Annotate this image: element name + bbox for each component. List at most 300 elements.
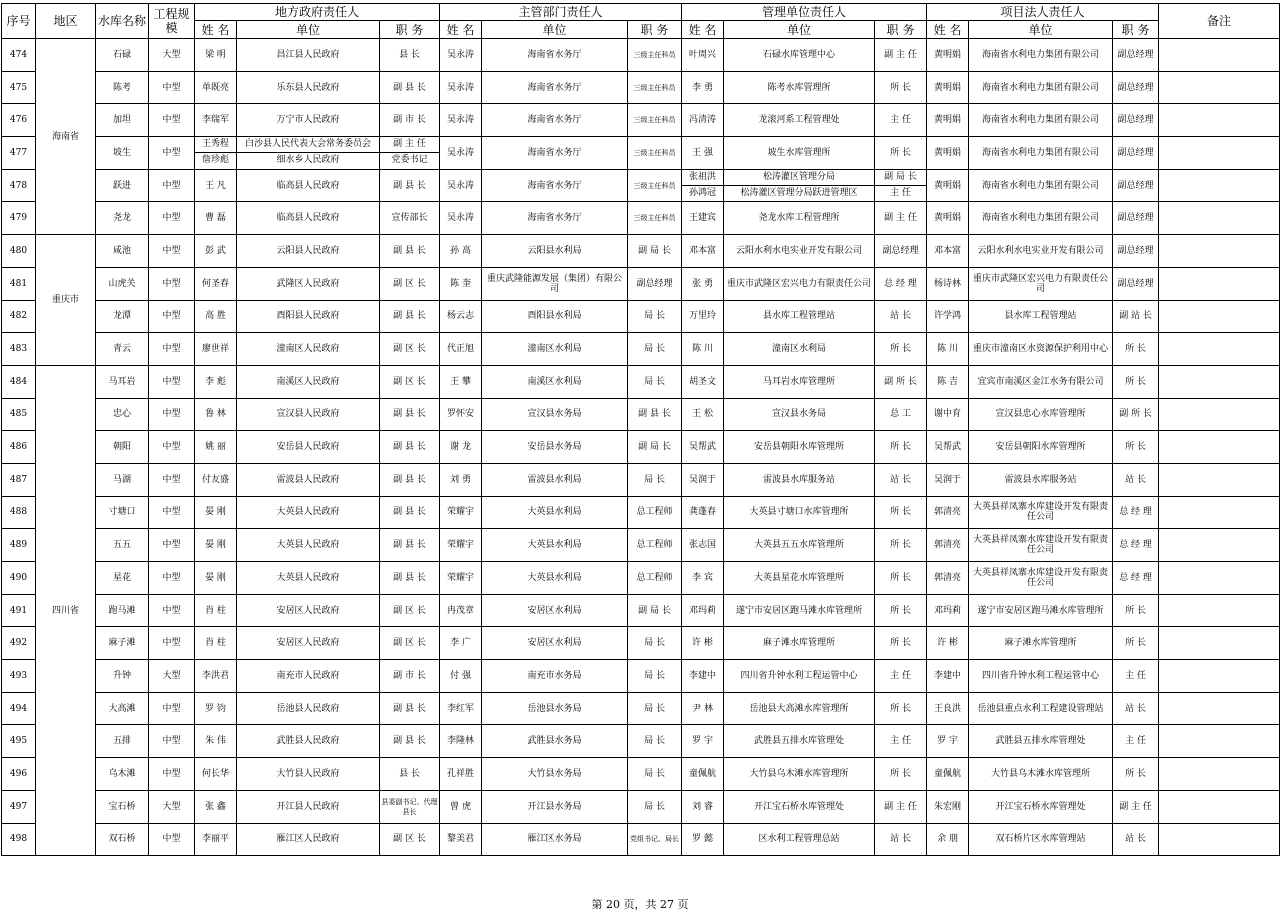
reservoir-cell: [96, 758, 149, 791]
l-post: 所 长: [1125, 344, 1146, 355]
m-name-cell: [682, 235, 724, 268]
seq-number: 478: [9, 180, 28, 191]
reservoir-name: 马湖: [112, 474, 131, 485]
d-post-cell: [628, 333, 682, 366]
g-post: 副 县 长: [393, 572, 426, 583]
table-row: [2, 463, 1280, 496]
g-name: 李丽平: [201, 834, 229, 845]
m-post: 所 长: [890, 147, 911, 158]
g-name: 李瑞军: [201, 115, 229, 126]
m-unit: 石碌水库管理中心: [763, 49, 836, 60]
reservoir-cell: [96, 39, 149, 72]
m-post-cell: [875, 660, 927, 693]
g-name-cell: [195, 71, 237, 104]
g-unit: 雁江区人民政府: [276, 834, 340, 845]
g-unit: 万宁市人民政府: [276, 115, 340, 126]
l-name-cell: [927, 39, 969, 72]
reservoir-cell: [96, 562, 149, 595]
scale-cell: [149, 725, 195, 758]
scale-value: 中型: [162, 115, 181, 126]
d-unit: 安岳县水务局: [527, 442, 582, 453]
seq-cell: [2, 627, 36, 660]
d-name-cell: [440, 104, 482, 137]
seq-cell: [2, 71, 36, 104]
d-post-cell: [628, 496, 682, 529]
g-unit-cell: [237, 660, 380, 693]
reservoir-name: 麻子滩: [108, 638, 136, 649]
scale-cell: [149, 562, 195, 595]
l-name: 吴润于: [934, 474, 962, 485]
d-post-cell: [628, 790, 682, 823]
m-unit: 大竹县乌木滩水库管理所: [749, 768, 849, 779]
scale-cell: [149, 365, 195, 398]
m-unit: 云阳水利水电实业开发有限公司: [736, 245, 863, 256]
d-post-cell: [628, 267, 682, 300]
m-unit: 县水库工程管理站: [763, 311, 836, 322]
m-post: 主 任: [890, 736, 911, 747]
d-name: 吴永涛: [447, 180, 475, 191]
l-unit: 海南省水利电力集团有限公司: [982, 213, 1100, 224]
seq-number: 486: [9, 442, 28, 453]
l-post-cell: [1113, 758, 1159, 791]
remark-cell: [1159, 39, 1280, 72]
g-post: 副 县 长: [393, 736, 426, 747]
d-unit-cell: [482, 398, 628, 431]
d-post-cell: [628, 594, 682, 627]
m-unit: 陈考水库管理所: [767, 82, 831, 93]
m-post: 总 工: [890, 409, 911, 420]
l-unit: 海南省水利电力集团有限公司: [982, 82, 1100, 93]
l-name: 王良洪: [934, 703, 962, 714]
g-name: 李 彪: [205, 376, 226, 387]
d-unit-cell: [482, 496, 628, 529]
d-unit: 大英县水利局: [527, 572, 582, 583]
remark-cell: [1159, 496, 1280, 529]
g-unit-cell: [237, 202, 380, 235]
m-post: 主 任: [890, 115, 911, 126]
seq-number: 492: [9, 638, 28, 649]
g-post: 副 县 长: [393, 507, 426, 518]
reservoir-name: 青云: [112, 344, 131, 355]
m-unit-cell: [724, 137, 875, 170]
d-name: 荣耀宇: [447, 507, 475, 518]
m-post: 总 经 理: [884, 278, 917, 289]
l-post-cell: [1113, 104, 1159, 137]
m-unit: 大英县五五水库管理所: [754, 540, 845, 551]
seq-cell: [2, 365, 36, 398]
m-name: 王建宾: [689, 213, 717, 224]
m-post: 所 长: [890, 540, 911, 551]
g-unit-cell: [237, 496, 380, 529]
g-unit-cell: [237, 758, 380, 791]
l-unit-cell: [969, 137, 1113, 170]
scale-value: 中型: [162, 474, 181, 485]
l-name-cell: [927, 790, 969, 823]
m-unit: 潼南区水利局: [772, 344, 827, 355]
l-unit: 大英县祥凤寨水库建设开发有限责任公司: [973, 535, 1109, 556]
m-name: 邓玛莉: [689, 605, 717, 616]
scale-cell: [149, 300, 195, 333]
m-post: 所 长: [890, 572, 911, 583]
m-name-cell: [682, 529, 724, 562]
scale-value: 中型: [162, 82, 181, 93]
g-post-cell: [380, 692, 440, 725]
g-post-cell: [380, 725, 440, 758]
scale-cell: [149, 823, 195, 856]
d-name: 李隆林: [447, 736, 475, 747]
table-row: [2, 823, 1280, 856]
g-unit-cell: [237, 627, 380, 660]
d-name-cell: [440, 758, 482, 791]
responsibility-table: [1, 3, 1280, 856]
seq-number: 476: [9, 115, 28, 126]
g-unit: 大英县人民政府: [276, 507, 340, 518]
d-unit-cell: [482, 758, 628, 791]
d-post-cell: [628, 398, 682, 431]
d-unit: 海南省水务厅: [527, 115, 582, 126]
d-unit-cell: [482, 562, 628, 595]
remark-cell: [1159, 431, 1280, 464]
d-name: 陈 奎: [450, 278, 471, 289]
g-name: 单既亮: [201, 82, 229, 93]
m-post-cell: [875, 823, 927, 856]
m-post-cell: [875, 627, 927, 660]
region-name: 重庆市: [51, 295, 79, 305]
m-name-cell: [682, 758, 724, 791]
m-unit-cell: [724, 463, 875, 496]
scale-cell: [149, 529, 195, 562]
g-name: 肖 柱: [205, 638, 226, 649]
m-unit: 区水利工程管理总站: [758, 834, 840, 845]
g-name-cell: [195, 463, 237, 496]
l-unit-cell: [969, 202, 1113, 235]
d-post: 三级主任科员: [633, 83, 676, 92]
d-name: 吴永涛: [447, 213, 475, 224]
l-unit: 海南省水利电力集团有限公司: [982, 147, 1100, 158]
l-unit-cell: [969, 235, 1113, 268]
m-name-cell: [682, 300, 724, 333]
g-name: 鲁 林: [205, 409, 226, 420]
reservoir-name: 坡生: [112, 147, 131, 158]
remark-cell: [1159, 137, 1280, 170]
l-post: 副总经理: [1117, 180, 1154, 191]
m-name-cell: [682, 562, 724, 595]
reservoir-name: 马耳岩: [108, 376, 136, 387]
d-name-cell: [440, 39, 482, 72]
l-post-cell: [1113, 594, 1159, 627]
d-post-cell: [628, 660, 682, 693]
l-post: 总 经 理: [1119, 540, 1152, 551]
m-name: 王 松: [692, 409, 713, 420]
d-unit: 雁江区水务局: [527, 834, 582, 845]
seq-cell: [2, 333, 36, 366]
l-post: 副总经理: [1117, 82, 1154, 93]
l-post: 主 任: [1125, 670, 1146, 681]
m-unit-cell: [724, 431, 875, 464]
m-post: 所 长: [890, 344, 911, 355]
g-post: 县委副书记、代理县长: [381, 797, 438, 816]
d-unit: 安居区水利局: [527, 605, 582, 616]
scale-cell: [149, 627, 195, 660]
d-name: 荣耀宇: [447, 572, 475, 583]
seq-cell: [2, 594, 36, 627]
l-name-cell: [927, 529, 969, 562]
g-unit-cell: [237, 300, 380, 333]
m-name-cell: [682, 202, 724, 235]
remark-cell: [1159, 725, 1280, 758]
scale-cell: [149, 692, 195, 725]
l-name: 黄明娟: [934, 115, 962, 126]
m-name: 李 勇: [692, 82, 713, 93]
g-name: 朱 伟: [205, 736, 226, 747]
sub-unit: 单位: [724, 21, 875, 39]
g-unit: 武隆区人民政府: [276, 278, 340, 289]
reservoir-cell: [96, 725, 149, 758]
seq-cell: [2, 823, 36, 856]
g-name: 肖 柱: [205, 605, 226, 616]
d-name-cell: [440, 529, 482, 562]
g-post-cell: [380, 823, 440, 856]
m-name: 罗 宇: [692, 736, 713, 747]
l-unit-cell: [969, 267, 1113, 300]
d-post: 局 长: [644, 638, 665, 649]
reservoir-name: 五排: [112, 736, 131, 747]
l-name: 陈 川: [937, 344, 958, 355]
m-name: 胡圣文: [689, 376, 717, 387]
g-unit-cell: [237, 71, 380, 104]
g-post-cell: [380, 365, 440, 398]
d-unit: 大英县水利局: [527, 540, 582, 551]
l-name-cell: [927, 725, 969, 758]
g-post-cell: [380, 202, 440, 235]
scale-value: 中型: [162, 605, 181, 616]
seq-number: 483: [9, 344, 28, 355]
reservoir-name: 山虎关: [108, 278, 136, 289]
scale-cell: [149, 267, 195, 300]
g-unit-cell: [237, 104, 380, 137]
g-name-cell: [195, 660, 237, 693]
m-post-cell: [875, 71, 927, 104]
reservoir-cell: [96, 300, 149, 333]
g-unit: 临高县人民政府: [276, 213, 340, 224]
scale-cell: [149, 463, 195, 496]
g-post: 副 县 长: [393, 540, 426, 551]
g-post-cell: [380, 169, 440, 202]
reservoir-name: 跃进: [112, 180, 131, 191]
l-unit-cell: [969, 39, 1113, 72]
m-unit-cell: [724, 398, 875, 431]
l-post: 副总经理: [1117, 49, 1154, 60]
l-post-cell: [1113, 496, 1159, 529]
m-post: 主 任: [890, 188, 911, 199]
g-post-cell: [380, 333, 440, 366]
table-row: [2, 39, 1280, 72]
g-unit: 昌江县人民政府: [276, 49, 340, 60]
d-post: 总工程师: [636, 572, 673, 583]
g-unit: 细水乡人民政府: [276, 155, 340, 166]
l-name-cell: [927, 169, 969, 202]
m-name: 邓本富: [689, 245, 717, 256]
reservoir-name: 跑马滩: [108, 605, 136, 616]
g-post: 副 区 长: [393, 376, 426, 387]
scale-value: 大型: [162, 49, 181, 60]
g-post: 副 县 长: [393, 474, 426, 485]
d-unit-cell: [482, 725, 628, 758]
d-unit-cell: [482, 137, 628, 170]
l-name: 吴帮武: [934, 442, 962, 453]
g-unit-cell: [237, 39, 380, 72]
scale-value: 中型: [162, 572, 181, 583]
g-post: 宣传部长: [391, 213, 428, 224]
g-name-cell: [195, 431, 237, 464]
g-name: 彭 武: [205, 245, 226, 256]
reservoir-cell: [96, 594, 149, 627]
d-post-cell: [628, 562, 682, 595]
d-name: 吴永涛: [447, 147, 475, 158]
d-unit: 海南省水务厅: [527, 82, 582, 93]
table-row: [2, 758, 1280, 791]
m-name: 万里玲: [689, 311, 717, 322]
d-post: 三级主任科员: [633, 116, 676, 125]
m-name-cell: [682, 594, 724, 627]
m-post: 主 任: [890, 670, 911, 681]
d-post: 党组书记、局长: [630, 835, 680, 844]
l-name: 郭清亮: [934, 540, 962, 551]
d-name-cell: [440, 202, 482, 235]
remark-cell: [1159, 627, 1280, 660]
d-post-cell: [628, 39, 682, 72]
d-unit: 宣汉县水务局: [527, 409, 582, 420]
g-post-cell: [380, 104, 440, 137]
l-name: 邓玛莉: [934, 605, 962, 616]
l-post: 总 经 理: [1119, 507, 1152, 518]
g-post: 副 县 长: [393, 82, 426, 93]
l-name-cell: [927, 660, 969, 693]
g-name-cell: [195, 104, 237, 137]
l-unit: 开江宝石桥水库管理处: [995, 801, 1086, 812]
scale-cell: [149, 496, 195, 529]
d-post-cell: [628, 365, 682, 398]
m-post: 所 长: [890, 605, 911, 616]
g-name-cell: [195, 562, 237, 595]
seq-cell: [2, 463, 36, 496]
m-post-cell: [875, 235, 927, 268]
sub-post: 职 务: [875, 21, 927, 39]
d-unit: 岳池县水务局: [527, 703, 582, 714]
g-unit-cell: [237, 267, 380, 300]
seq-number: 496: [9, 768, 28, 779]
l-unit-cell: [969, 790, 1113, 823]
seq-cell: [2, 300, 36, 333]
reservoir-name: 寸塘口: [108, 507, 136, 518]
l-unit: 海南省水利电力集团有限公司: [982, 115, 1100, 126]
g-name-cell: [195, 823, 237, 856]
g-unit: 大竹县人民政府: [276, 768, 340, 779]
d-post: 总工程师: [636, 540, 673, 551]
l-unit: 大竹县乌木滩水库管理所: [991, 768, 1091, 779]
scale-value: 中型: [162, 278, 181, 289]
l-name: 邓本富: [934, 245, 962, 256]
table-row: [2, 725, 1280, 758]
d-post: 副 局 长: [638, 245, 671, 256]
l-unit-cell: [969, 562, 1113, 595]
l-unit-cell: [969, 529, 1113, 562]
g-post-cell: [380, 463, 440, 496]
m-post: 所 长: [890, 82, 911, 93]
scale-value: 中型: [162, 409, 181, 420]
g-name-cell: [195, 758, 237, 791]
l-name-cell: [927, 202, 969, 235]
d-unit-cell: [482, 235, 628, 268]
m-name: 许 彬: [692, 638, 713, 649]
l-post: 副总经理: [1117, 147, 1154, 158]
l-post: 总 经 理: [1119, 572, 1152, 583]
g-post-cell: [380, 594, 440, 627]
d-post-cell: [628, 202, 682, 235]
g-post: 副 区 长: [393, 344, 426, 355]
l-post: 副总经理: [1117, 245, 1154, 256]
l-post: 所 长: [1125, 376, 1146, 387]
l-unit: 遂宁市安居区跑马滩水库管理所: [977, 605, 1104, 616]
scale-value: 中型: [162, 507, 181, 518]
d-post-cell: [628, 169, 682, 202]
m-name-cell: [682, 137, 724, 170]
m-post: 所 长: [890, 768, 911, 779]
g-post-cell: [380, 39, 440, 72]
seq-number: 475: [9, 82, 28, 93]
scale-cell: [149, 758, 195, 791]
reservoir-cell: [96, 71, 149, 104]
scale-cell: [149, 104, 195, 137]
col-seq: 序号: [2, 4, 36, 39]
m-unit: 岳池县大高滩水库管理所: [749, 703, 849, 714]
d-post: 局 长: [644, 376, 665, 387]
g-unit-cell: [237, 790, 380, 823]
g-unit: 安岳县人民政府: [276, 442, 340, 453]
g-name-cell: [195, 137, 237, 170]
remark-cell: [1159, 333, 1280, 366]
l-name-cell: [927, 267, 969, 300]
g-unit: 南溪区人民政府: [276, 376, 340, 387]
l-post: 主 任: [1125, 736, 1146, 747]
d-unit: 重庆武隆能源发展（集团）有限公司: [487, 273, 623, 294]
m-unit-cell: [724, 790, 875, 823]
scale-value: 大型: [162, 670, 181, 681]
m-post: 副 主 任: [884, 49, 917, 60]
m-name-cell: [682, 267, 724, 300]
g-name-cell: [195, 169, 237, 202]
l-unit: 四川省升钟水利工程运管中心: [982, 670, 1100, 681]
d-unit-cell: [482, 823, 628, 856]
m-unit-cell: [724, 365, 875, 398]
m-unit-cell: [724, 235, 875, 268]
m-post: 副 局 长: [884, 172, 917, 183]
m-post-cell: [875, 300, 927, 333]
m-unit: 大英县寸塘口水库管理所: [749, 507, 849, 518]
l-name: 黄明娟: [934, 147, 962, 158]
remark-cell: [1159, 594, 1280, 627]
d-name-cell: [440, 333, 482, 366]
g-post: 副 县 长: [393, 180, 426, 191]
l-name: 郭清亮: [934, 572, 962, 583]
l-unit-cell: [969, 333, 1113, 366]
g-name: 晏 刚: [205, 572, 226, 583]
seq-cell: [2, 39, 36, 72]
m-unit: 龙滚河系工程管理处: [758, 115, 840, 126]
m-post-cell: [875, 758, 927, 791]
seq-cell: [2, 104, 36, 137]
g-unit: 岳池县人民政府: [276, 703, 340, 714]
